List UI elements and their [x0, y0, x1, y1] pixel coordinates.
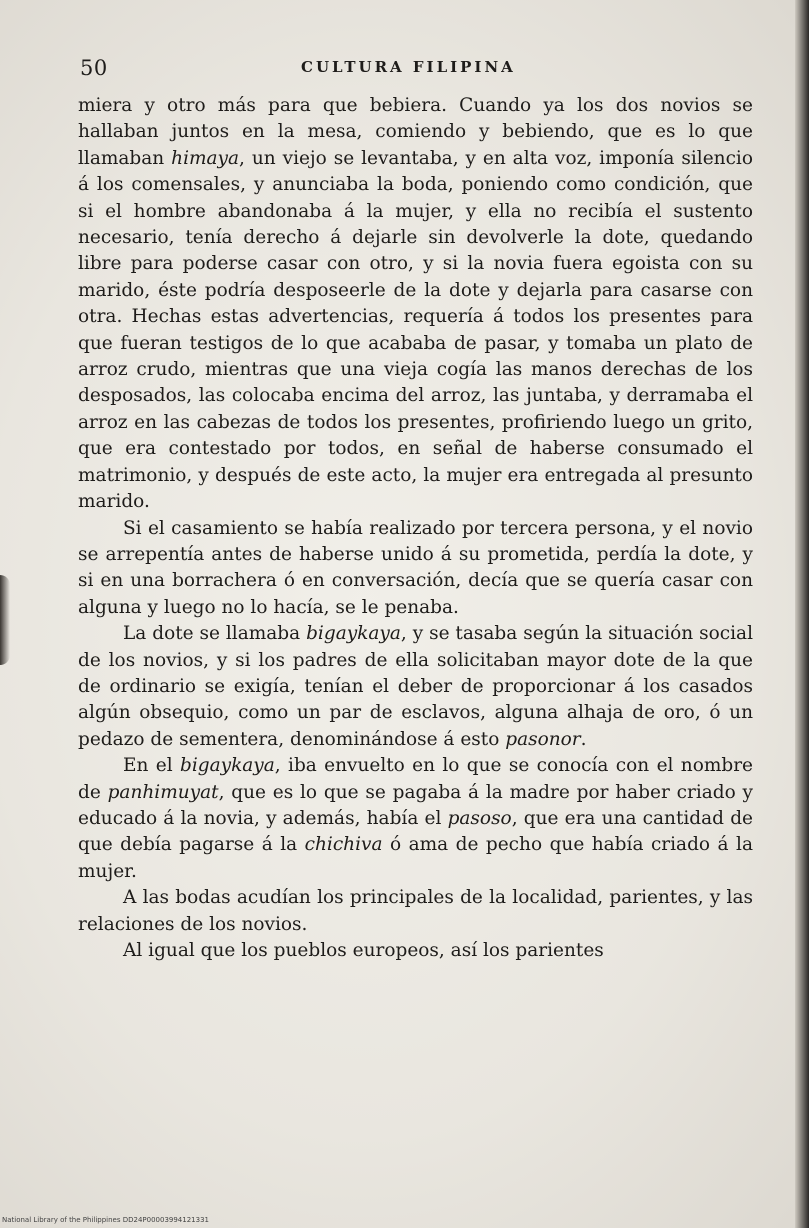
- italic-term: himaya: [171, 147, 240, 169]
- text-segment: , iba envuelto en lo que se conocía con el nombre de: [78, 755, 754, 803]
- italic-term: pasoso: [447, 807, 512, 829]
- italic-term: bigaykaya: [179, 755, 275, 777]
- text-segment: , que era una cantidad de que debía pagarse á la: [78, 807, 753, 856]
- italic-term: chichiva: [304, 834, 383, 856]
- text-segment: A las bodas acudían los principales de la localidad, parientes, y las relaciones de los novios.: [78, 887, 753, 935]
- body-text: [78, 93, 753, 964]
- page-edge-shadow: [0, 575, 10, 665]
- italic-term: bigaykaya: [306, 623, 401, 645]
- text-segment: , y se tasaba según la situación social de los novios, y si los padres de ella solicitaban mayor dote de la que de ordinario se exigía, tenían el deber de proporcionar á los casados algún obsequio, como un par de esclavos, alguna alhaja de oro, ó un pedazo de sementera, denominándose á esto: [78, 623, 753, 750]
- text-segment: En el: [123, 755, 180, 777]
- text-segment: Si el casamiento se había realizado por tercera persona, y el novio se arrepentía antes de haberse unido á su prometida, perdía la dote, y si en una borrachera ó en conversación, decía que se quería casar con alguna y luego no lo hacía, se le penaba.: [78, 517, 753, 618]
- text-segment: miera y otro más para que bebiera. Cuando ya los dos novios se hallaban juntos en la mesa, comiendo y bebiendo, que es lo que llamaban: [78, 95, 753, 169]
- italic-term: panhimuyat: [107, 781, 219, 803]
- paragraph: [78, 938, 753, 964]
- paragraph: [78, 621, 753, 753]
- paragraph: [78, 753, 753, 885]
- text-segment: , que es lo que se pagaba á la madre por haber criado y educado á la novia, y además, había el: [78, 781, 753, 829]
- text-segment: Al igual que los pueblos europeos, así los parientes: [123, 940, 604, 961]
- italic-term: pasonor: [505, 728, 581, 750]
- running-title: CULTURA FILIPINA: [301, 58, 516, 76]
- text-segment: La dote se llamaba: [123, 623, 307, 645]
- page-header: [80, 56, 760, 86]
- paragraph: [78, 93, 753, 516]
- page-number: 50: [80, 56, 108, 80]
- scan-credit: National Library of the Philippines DD24P00003994121331: [2, 1216, 209, 1224]
- text-segment: , un viejo se levantaba, y en alta voz, imponía silencio á los comensales, y anunciaba la boda, poniendo como condición, que si el hombre abandonaba á la mujer, y ella no recibía el sustento necesario, tenía derecho á dejarle sin devolverle la dote, quedando libre para poderse casar con otro, y si la novia fuera egoista con su marido, éste podría desposeerle de la dote y dejarla para casarse con otra. Hechas estas advertencias, requería á todos los presentes para que fueran testigos de lo que acababa de pasar, y tomaba un plato de arroz crudo, mientras que una vieja cogía las manos derechas de los desposados, las colocaba encima del arroz, las juntaba, y derramaba el arroz en las cabezas de todos los presentes, profiriendo luego un grito, que era contestado por todos, en señal de haberse consumado el matrimonio, y después de este acto, la mujer era entregada al presunto marido.: [78, 147, 753, 513]
- paragraph: [78, 516, 753, 622]
- text-segment: ó ama de pecho que había criado á la mujer.: [78, 834, 753, 882]
- paragraph: [78, 885, 753, 938]
- text-segment: .: [580, 728, 587, 750]
- binding-edge: [795, 0, 809, 1228]
